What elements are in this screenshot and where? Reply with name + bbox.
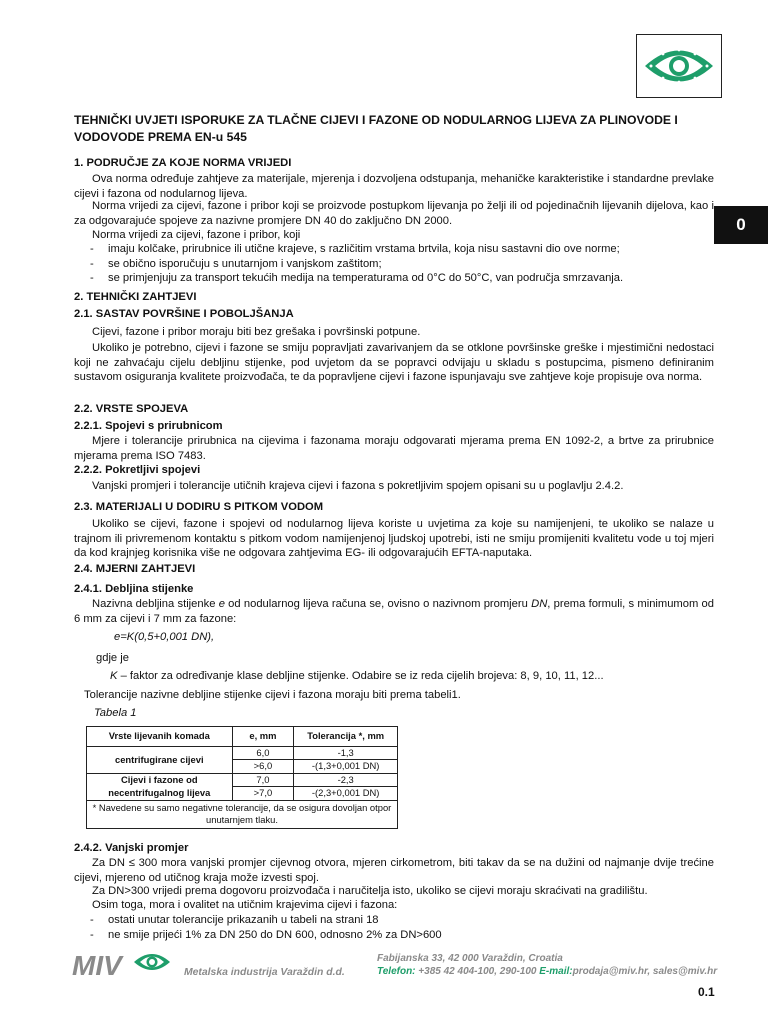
table-group-label: centrifugirane cijevi: [87, 747, 233, 774]
table-group-label: Cijevi i fazone od necentrifugalnog lijeva: [87, 773, 233, 800]
table-header: e, mm: [232, 727, 294, 747]
section-2-4-1-heading: 2.4.1. Debljina stijenke: [74, 583, 194, 595]
section-2-heading: 2. TEHNIČKI ZAHTJEVI: [74, 291, 197, 303]
table-header-row: [87, 727, 398, 747]
section-2-4-2-list: [74, 913, 714, 942]
section-2-1-paragraph-2: Ukoliko je potrebno, cijevi i fazone se smiju popravljati zavarivanjem da se otklone površinske greške i mjestimični nedostaci koji ne zahvaćaju cijelu debljinu stijenke, pod uvjetom da se popravci odvijaju u skladu s postupcima, pismeno definiranim sustavom osiguranja kvalitete proizvođača, te da popravljene cijevi i fazone ispunjavaju sve zahtjeve koje propisuje ova norma.: [74, 342, 714, 384]
chapter-tab: 0: [714, 206, 768, 244]
list-item: - ne smije prijeći 1% za DN 250 do DN 600, odnosno 2% za DN>600: [90, 928, 442, 941]
section-2-3-paragraph: Ukoliko se cijevi, fazone i spojevi od nodularnog lijeva koriste u uvjetima za koje su namijenjeni, te ukoliko se nalaze u trajnom ili privremenom kontaktu s pitkom vodom namijenjenoj ljudskoj upotrebi, isti ne smiju promijeniti kvalitetu vode u toj mjeri da kod krajnjeg korisnika više ne odgovara zahtjevima EG- ili odgovarajućih EFTA-naputaka.: [74, 518, 714, 560]
section-2-4-1-paragraph: Nazivna debljina stijenke e od nodularnog lijeva računa se, ovisno o nazivnom promjeru DN, prema formuli, s minimumom od 6 mm za cijevi i 7 mm za fazone:: [74, 598, 714, 625]
table-note-row: [87, 800, 398, 828]
section-1-paragraph-1: Ova norma određuje zahtjeve za materijale, mjerenja i dozvoljena odstupanja, mehaničke karakteristike i standardne prevlake cijevi i fazona od nodularnog lijeva.: [74, 173, 714, 200]
section-1-paragraph-3: Norma vrijedi za cijevi, fazone i pribor, koji: [92, 229, 301, 241]
table-caption: Tabela 1: [94, 707, 137, 719]
wall-thickness-formula: e=K(0,5+0,001 DN),: [114, 631, 215, 643]
section-2-3-heading: 2.3. MATERIJALI U DODIRU S PITKOM VODOM: [74, 501, 324, 513]
list-item: - se obično isporučuju s unutarnjom i vanjskom zaštitom;: [90, 257, 382, 270]
section-2-2-2-paragraph: Vanjski promjeri i tolerancije utičnih krajeva cijevi i fazona s pokretljivim spojem opisani su u poglavlju 2.4.2.: [92, 480, 624, 492]
section-2-2-1-heading: 2.2.1. Spojevi s prirubnicom: [74, 420, 223, 432]
table-row: [87, 773, 398, 786]
table-cell: -1,3: [294, 747, 398, 760]
where-label: gdje je: [96, 652, 129, 664]
table-cell: >6,0: [232, 760, 294, 773]
footer-address: Fabijanska 33, 42 000 Varaždin, Croatia: [377, 953, 563, 964]
section-2-2-2-heading: 2.2.2. Pokretljivi spojevi: [74, 464, 201, 476]
section-2-4-heading: 2.4. MJERNI ZAHTJEVI: [74, 563, 196, 575]
k-definition: K – faktor za određivanje klase debljine stijenke. Odabire se iz reda cijelih brojeva: 8, 9, 10, 11, 12...: [110, 670, 604, 682]
list-item: - imaju kolčake, prirubnice ili utične krajeve, s različitim vrstama brtvila, koja nisu sastavni dio ove norme;: [90, 243, 620, 255]
table-footnote: * Navedene su samo negativne tolerancije, da se osigura dovoljan otpor unutarnjem tlaku.: [87, 800, 398, 828]
section-2-1-paragraph-1: Cijevi, fazone i pribor moraju biti bez grešaka i površinski potpune.: [92, 326, 421, 338]
brand-text: MIV: [72, 950, 122, 980]
tolerance-table: [86, 726, 398, 829]
document-title: TEHNIČKI UVJETI ISPORUKE ZA TLAČNE CIJEVI I FAZONE OD NODULARNOG LIJEVA ZA PLINOVODE I VODOVODE PREMA EN-u 545: [74, 113, 678, 144]
telefon-value: +385 42 404-100, 290-100: [418, 966, 537, 977]
eye-logo-icon: [641, 43, 717, 89]
list-item: - ostati unutar tolerancije prikazanih u tabeli na strani 18: [90, 914, 379, 926]
section-2-2-1-paragraph: Mjere i tolerancije prirubnica na cijevima i fazonama moraju odgovarati mjerama prema EN 1092-2, a brtve za prirubnice mjerama prema ISO 7483.: [74, 435, 714, 462]
eye-logo-icon: [134, 954, 170, 970]
section-2-4-2-heading: 2.4.2. Vanjski promjer: [74, 842, 189, 854]
section-2-2-heading: 2.2. VRSTE SPOJEVA: [74, 403, 189, 415]
email-value[interactable]: prodaja@miv.hr, sales@miv.hr: [572, 966, 718, 977]
section-1-heading: 1. PODRUČJE ZA KOJE NORMA VRIJEDI: [74, 157, 292, 169]
tolerance-sentence: Tolerancije nazivne debljine stijenke cijevi i fazona moraju biti prema tabeli1.: [84, 689, 461, 701]
telefon-label: Telefon:: [377, 966, 416, 977]
list-item: - se primjenjuju za transport tekućih medija na temperaturama od 0°C do 50°C, van područja smrzavanja.: [90, 272, 624, 285]
footer-company-name: Metalska industrija Varaždin d.d.: [184, 967, 345, 978]
section-2-4-2-paragraph-3: Osim toga, mora i ovalitet na utičnim krajevima cijevi i fazona:: [92, 899, 398, 911]
email-label: E-mail:: [539, 966, 573, 977]
table-cell: -(2,3+0,001 DN): [294, 787, 398, 800]
section-2-4-2-paragraph-2: Za DN>300 vrijedi prema dogovoru proizvođača i naručitelja isto, ukoliko se cijevi moraju skraćivati na gradilištu.: [92, 885, 648, 897]
footer-contacts: [377, 965, 717, 980]
table-cell: 7,0: [232, 773, 294, 786]
table-header: Tolerancija *, mm: [294, 727, 398, 747]
table-cell: 6,0: [232, 747, 294, 760]
section-1-list: [74, 242, 714, 286]
section-1-paragraph-2: Norma vrijedi za cijevi, fazone i pribor koji se proizvode postupkom lijevanja po želji ili od pojedinačnih lijevanih dijelova, kao i za odgovarajuće spojeve za nazivne promjere DN 40 do zaključno DN 2000.: [74, 200, 714, 227]
footer-brand-logo: [72, 948, 182, 980]
section-2-4-2-paragraph-1: Za DN ≤ 300 mora vanjski promjer cijevnog otvora, mjeren cirkometrom, biti takav da se na dužini od najmanje dvije trećine cijevi, mjereno od utičnog kraja može izvesti spoj.: [74, 857, 714, 884]
page-number: 0.1: [698, 985, 715, 999]
table-cell: >7,0: [232, 787, 294, 800]
company-logo-box: [636, 34, 722, 98]
table-cell: -(1,3+0,001 DN): [294, 760, 398, 773]
table-cell: -2,3: [294, 773, 398, 786]
section-2-1-heading: 2.1. SASTAV POVRŠINE I POBOLJŠANJA: [74, 308, 294, 320]
table-row: [87, 747, 398, 760]
table-header: Vrste lijevanih komada: [87, 727, 233, 747]
